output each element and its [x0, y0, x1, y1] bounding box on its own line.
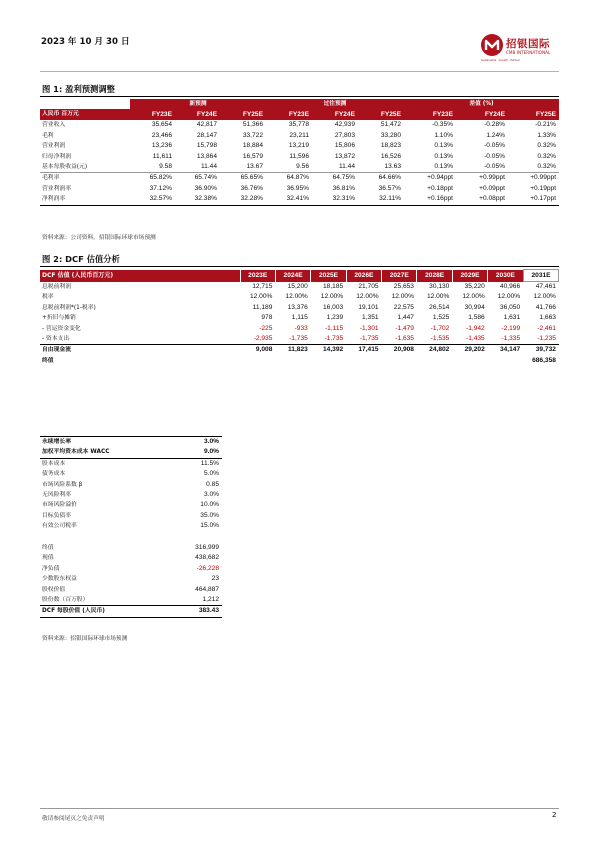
table-row	[40, 437, 222, 448]
table-cell: 19,101	[358, 303, 379, 311]
table-cell: 1,631	[503, 314, 521, 322]
table-cell: 32.28%	[220, 194, 266, 205]
table-cell: 32.38%	[175, 194, 220, 205]
group-previous-forecast: 过往预测	[266, 99, 404, 109]
footer-divider	[40, 808, 559, 809]
report-date: 2023 年 10 月 30 日	[41, 37, 130, 47]
row-label: 市场风险溢价	[42, 502, 77, 509]
row-label: 营业利润	[42, 143, 66, 150]
table-cell: 12.00%	[356, 293, 379, 301]
table-cell: 11,823	[275, 345, 310, 356]
table-cell: 12.00%	[250, 293, 273, 301]
table-cell: -2,935	[253, 335, 273, 343]
table-cell: 13,864	[196, 152, 217, 160]
table-cell: -1,702	[430, 324, 450, 332]
table-cell: -0.28%	[484, 121, 506, 129]
table-cell: 11,611	[152, 152, 172, 160]
row-label: 净利润率	[40, 194, 130, 205]
table-cell: -1,535	[430, 335, 450, 343]
table-row	[40, 173, 559, 184]
wacc-assumptions-table	[40, 436, 222, 532]
table-cell: 30,994	[464, 303, 485, 311]
table-row	[40, 162, 559, 173]
table-row	[40, 543, 222, 553]
table-cell: +0.99ppt	[508, 173, 559, 184]
table-cell: 15,200	[287, 282, 308, 290]
table-cell: 13,872	[334, 152, 355, 160]
brand-logo	[481, 34, 559, 64]
table-cell: 3.0%	[180, 437, 222, 448]
table-cell: -1,479	[395, 324, 414, 332]
table-cell: 17,415	[346, 345, 381, 356]
table-cell: 438,682	[195, 554, 219, 562]
table-cell: 0.32%	[537, 163, 557, 171]
table-cell: 11.44	[200, 163, 217, 171]
table-cell: 24,802	[417, 345, 452, 356]
group-difference: 差值 (%)	[404, 99, 559, 109]
table-cell: -1,115	[324, 324, 344, 332]
table-cell: 64.87%	[266, 173, 312, 184]
row-label: DCF 每股价值 (人民币)	[40, 606, 180, 617]
column-year: 2023E	[240, 270, 275, 282]
table-cell: 47,461	[535, 283, 556, 290]
column-year: 2028E	[417, 270, 452, 282]
table-row	[40, 585, 222, 595]
table-cell: -1,942	[466, 324, 485, 332]
table-row-fcf	[40, 345, 559, 356]
brand-tagline: Sustainable · Growth · Partner	[481, 59, 520, 62]
row-label: 营业利润率	[42, 185, 71, 192]
table-cell: -1,735	[359, 335, 379, 343]
row-label: 净负债	[42, 565, 60, 572]
table-row	[40, 292, 559, 302]
row-label: 自由现金流	[40, 345, 240, 356]
table-row	[40, 313, 559, 323]
table-cell: 35,220	[464, 282, 485, 290]
table-cell: 0.13%	[434, 163, 454, 171]
table-cell: 1,586	[468, 314, 485, 322]
column-year: FY23E	[404, 109, 456, 120]
table-cell: 0.13%	[434, 142, 454, 150]
header-divider	[40, 71, 559, 72]
table-cell: 12.00%	[426, 293, 450, 301]
table-row	[40, 521, 222, 531]
fig1-source: 资料来源：公司资料，招银国际环球市场预测	[42, 235, 156, 241]
table-cell: 23,466	[151, 131, 172, 139]
table-cell: 14,392	[311, 345, 346, 356]
table-cell: -225	[259, 324, 273, 332]
table-cell: 27,803	[334, 131, 355, 139]
table-cell: -0.05%	[484, 152, 506, 160]
column-year: 2026E	[346, 270, 381, 282]
fig2-title-rule	[40, 266, 559, 267]
column-year: 2025E	[311, 270, 346, 282]
table-cell: 21,705	[358, 282, 379, 290]
row-label: 归母净利润	[42, 153, 71, 160]
terminal-value: 686,358	[532, 356, 556, 364]
table-cell: 12.00%	[391, 293, 414, 301]
table-cell: -1,335	[501, 335, 521, 343]
table-cell: -1,435	[466, 335, 485, 343]
table-cell: 464,887	[195, 585, 219, 593]
fig2-source: 资料来源：招银国际环球市场预测	[42, 636, 128, 642]
table-cell: -933	[294, 324, 308, 332]
table-cell: 18,884	[242, 142, 263, 150]
empty-cell	[275, 356, 310, 366]
table-cell: 15.0%	[200, 522, 219, 530]
empty-cell	[346, 356, 381, 366]
row-label: 市场风险系数 β	[42, 481, 83, 488]
column-year: FY24E	[175, 109, 220, 120]
empty-cell	[240, 356, 275, 366]
table-row	[40, 324, 559, 334]
table-cell: 64.66%	[358, 173, 404, 184]
column-year: 2029E	[452, 270, 487, 282]
table-cell: -2,199	[501, 324, 521, 332]
table-cell: 33,722	[242, 131, 263, 139]
table-cell: 51,366	[242, 121, 263, 129]
table-row	[40, 194, 559, 205]
table-row	[40, 131, 559, 141]
unit-label: 人民币 百万元	[40, 109, 130, 120]
table-row	[40, 303, 559, 313]
table-row	[40, 120, 559, 130]
row-label: 无风险利率	[42, 492, 71, 499]
row-label: 现值	[42, 555, 54, 562]
row-label: 毛利率	[40, 173, 130, 184]
table-cell: 36.81%	[332, 184, 355, 192]
row-label: 终值	[42, 545, 54, 551]
table-cell: 36.90%	[194, 184, 217, 192]
table-cell: 20,908	[382, 345, 417, 356]
table-row	[40, 184, 559, 194]
column-year: 2031E	[523, 270, 559, 282]
valuation-summary-table	[40, 543, 222, 618]
dcf-unit-label: DCF 估值 (人民币百万元)	[40, 270, 240, 282]
table-cell: 13,376	[287, 303, 308, 311]
table-row	[40, 141, 559, 151]
column-year: FY25E	[508, 109, 559, 120]
table-cell: 9.0%	[180, 447, 222, 458]
column-year: FY24E	[312, 109, 358, 120]
table-cell: 35,778	[288, 121, 309, 129]
table-cell: 25,653	[393, 282, 414, 290]
table-cell: 65.74%	[175, 173, 220, 184]
table-cell: -1,635	[395, 335, 414, 343]
table-cell: 22,575	[393, 303, 414, 311]
table-cell: -0.05%	[484, 163, 506, 171]
table-cell: 65.65%	[220, 173, 266, 184]
logo-mark-icon	[481, 34, 503, 56]
table-cell: 3.0%	[203, 491, 219, 499]
table-cell: 39,732	[523, 345, 559, 356]
table-cell: 15,806	[334, 142, 355, 150]
table-cell: 13,219	[288, 142, 309, 150]
column-year: FY25E	[220, 109, 266, 120]
row-label: 税率	[42, 294, 54, 301]
column-year: FY23E	[130, 109, 175, 120]
table-row	[40, 282, 559, 293]
row-label: 永续增长率	[40, 437, 180, 448]
table-cell: 13,236	[151, 142, 172, 150]
table-cell: 1.24%	[486, 131, 506, 139]
table-cell: +0.19ppt	[530, 184, 557, 192]
row-label: +折旧与摊销	[42, 315, 76, 322]
table-cell: 32.41%	[266, 194, 312, 205]
row-label: 股份数（百万股）	[42, 597, 89, 604]
row-label: 有效公司税率	[42, 523, 77, 530]
table-cell: 64.75%	[312, 173, 358, 184]
table-cell: +0.94ppt	[404, 173, 456, 184]
table-row	[40, 574, 222, 584]
column-year: 2027E	[382, 270, 417, 282]
row-label: 基本每股收益(元)	[42, 164, 88, 171]
table-cell: 18,185	[323, 282, 344, 290]
row-label: 终值	[42, 357, 54, 364]
table-cell: 30,130	[429, 282, 450, 290]
table-cell: 0.32%	[537, 152, 557, 160]
row-label: 息税前利润*(1-税率)	[42, 304, 96, 311]
table-cell: +0.16ppt	[404, 194, 456, 205]
table-cell: 36,050	[499, 303, 521, 311]
earnings-revision-table	[40, 99, 559, 206]
row-label: - 资本支出	[42, 336, 70, 343]
per-share-row	[40, 606, 222, 617]
table-row	[40, 553, 222, 563]
table-row	[40, 458, 222, 469]
dcf-table	[40, 269, 559, 366]
table-cell: 36.57%	[378, 184, 402, 192]
row-label: 目标负债率	[42, 512, 71, 519]
per-share-value: 383.43	[180, 606, 222, 617]
table-cell: 42,817	[196, 121, 217, 129]
table-row	[40, 447, 222, 458]
table-cell: +0.17ppt	[508, 194, 559, 205]
column-year: FY25E	[358, 109, 404, 120]
table-cell: 1,212	[202, 596, 219, 604]
table-cell: -2,461	[537, 324, 556, 332]
table-cell: -1,301	[359, 324, 379, 332]
table-row	[40, 500, 222, 510]
group-new-forecast: 新预测	[130, 99, 266, 109]
column-year: FY23E	[266, 109, 312, 120]
table-cell: 10.0%	[200, 501, 219, 509]
table-cell: 42,939	[334, 121, 355, 129]
table-cell: -1,235	[537, 335, 556, 343]
fig1-title-rule	[40, 96, 559, 97]
table-cell: 11.5%	[200, 459, 219, 467]
table-cell: 32.11%	[358, 194, 404, 205]
table-cell: -0.35%	[432, 121, 454, 129]
table-cell: 16,003	[323, 303, 344, 311]
table-cell: 11.44	[338, 163, 355, 171]
empty-cell	[452, 356, 487, 366]
table-cell: 13.63	[384, 163, 402, 171]
table-cell: 32.31%	[312, 194, 358, 205]
brand-name-cn: 招银国际	[506, 38, 550, 50]
row-label: 股本成本	[42, 460, 66, 467]
table-row	[40, 480, 222, 490]
table-cell: 0.32%	[537, 142, 557, 150]
table-cell: 978	[261, 314, 273, 322]
table-cell: +0.09ppt	[479, 184, 506, 192]
table-cell: 29,202	[452, 345, 487, 356]
column-year: 2024E	[275, 270, 310, 282]
table-cell: -0.21%	[535, 121, 557, 129]
table-cell: 36.76%	[240, 184, 263, 192]
row-label: 毛利	[42, 132, 54, 139]
table-cell: +0.99ppt	[456, 173, 508, 184]
empty-cell	[417, 356, 452, 366]
table-cell: 26,514	[429, 303, 450, 311]
table-cell: 11,189	[252, 303, 273, 311]
table-row-terminal	[40, 356, 559, 366]
table-row	[40, 595, 222, 606]
empty-cell	[488, 356, 523, 366]
table-cell: 316,999	[195, 544, 219, 551]
table-cell: -26,228	[196, 564, 219, 572]
table-row	[40, 490, 222, 500]
table-cell: +0.08ppt	[456, 194, 508, 205]
table-cell: 0.13%	[434, 152, 454, 160]
row-label: 加权平均资本成本 WACC	[40, 447, 180, 458]
table-cell: 23	[211, 575, 219, 583]
row-label: 息税前利润	[42, 283, 71, 290]
column-year: 2030E	[488, 270, 523, 282]
disclaimer-note: 敬请参阅尾页之免责声明	[42, 816, 105, 822]
table-cell: 1,351	[362, 314, 379, 322]
table-cell: 35.0%	[200, 511, 219, 519]
table-row	[40, 469, 222, 479]
table-cell: -1,735	[289, 335, 308, 343]
table-cell: 9.58	[159, 163, 172, 171]
table-cell: 12,715	[252, 282, 273, 290]
table-cell: +0.18ppt	[427, 184, 454, 192]
table-cell: 1,525	[432, 314, 450, 322]
table-cell: 51,472	[380, 121, 402, 129]
table-row	[40, 152, 559, 162]
empty-cell	[311, 356, 346, 366]
table-row	[40, 334, 559, 345]
table-cell: 36.95%	[286, 184, 309, 192]
table-cell: 12.00%	[320, 293, 344, 301]
table-cell: 40,966	[499, 282, 521, 290]
table-cell: 18,823	[380, 142, 402, 150]
table-row	[40, 511, 222, 521]
table-cell: 1,663	[539, 314, 556, 322]
table-cell: 33,280	[380, 131, 402, 139]
row-label: 股权价值	[42, 586, 66, 593]
table-cell: 34,147	[488, 345, 523, 356]
column-year: FY24E	[456, 109, 508, 120]
table-cell: 1,115	[291, 314, 308, 322]
table-cell: 32.57%	[130, 194, 175, 205]
table-cell: -1,735	[324, 335, 344, 343]
row-label: 债务成本	[42, 471, 66, 478]
table-cell: 12.00%	[497, 293, 521, 301]
table-cell: 65.82%	[130, 173, 175, 184]
table-cell: 0.85	[206, 480, 219, 488]
table-cell: 41,766	[535, 303, 556, 311]
table-cell: 12.00%	[462, 293, 485, 301]
table-row	[40, 564, 222, 574]
table-cell: 9,008	[240, 345, 275, 356]
table-cell: 16,526	[380, 152, 402, 160]
table-cell: 35,654	[151, 121, 172, 129]
table-cell: 15,798	[196, 142, 217, 150]
row-label: - 营运资金变化	[42, 325, 81, 332]
table-cell: 28,147	[196, 131, 217, 139]
row-label: 少数股东权益	[42, 576, 77, 583]
table-cell: -0.05%	[484, 142, 506, 150]
table-cell: 1,239	[326, 314, 344, 322]
brand-name-en: CMB INTERNATIONAL	[506, 50, 551, 55]
table-cell: 12.00%	[285, 293, 308, 301]
empty-cell	[382, 356, 417, 366]
table-cell: 13.67	[246, 163, 263, 171]
table-cell: 23,211	[289, 131, 309, 139]
table-cell: 1.10%	[434, 131, 454, 139]
table-cell: 1.33%	[537, 131, 557, 139]
table-cell: 9.56	[296, 163, 309, 171]
table-cell: 37.12%	[149, 184, 172, 192]
table-cell: 5.0%	[203, 470, 219, 478]
table-cell: 12.00%	[533, 293, 556, 301]
table-cell: 1,447	[397, 314, 414, 322]
table-cell: 16,579	[242, 152, 263, 160]
fig1-title: 图 1: 盈利预测调整	[42, 84, 115, 94]
fig2-title: 图 2: DCF 估值分析	[42, 254, 120, 264]
page-number: 2	[552, 811, 557, 819]
table-cell: 11,596	[289, 152, 309, 160]
row-label: 营业收入	[42, 122, 66, 129]
